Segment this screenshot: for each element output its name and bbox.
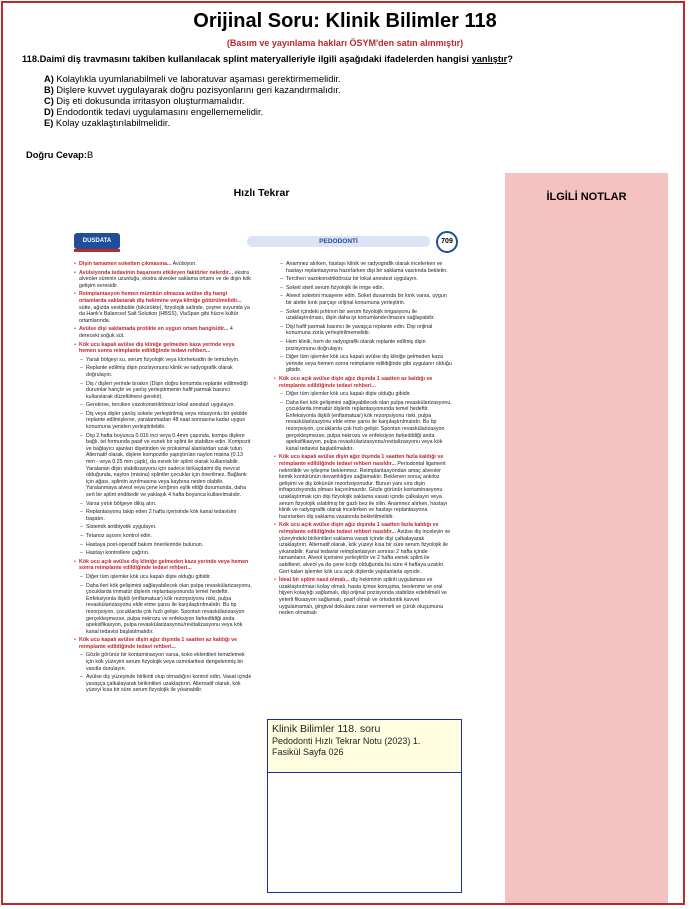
question-stem: Daimî diş travmasını takiben kullanılacak splint materyalleriyle ilgili aşağıdaki ifadelerden hangisi	[39, 54, 472, 64]
option-text: Endodontik tedavi uygulamasını engellememelidir.	[56, 107, 264, 117]
sub-item	[274, 293, 452, 306]
sub-item	[274, 339, 452, 352]
correct-answer-label: Doğru Cevap:	[26, 150, 87, 160]
bullet-heading: İdeal bir splint nasıl olmalı...	[279, 577, 350, 584]
page-number: 709	[436, 231, 458, 253]
sub-item	[74, 509, 252, 522]
bullet-text: diş hekiminin splinti uygulaması ve uzaklaştırılması kolay olmalı, hasta içinse konuşma, beslenme ve oral hijyen kolaylığı sağlamalı, dişi orijinal pozisyonda stabilize edebilmeli ve yeterli fiksasyon sağlamalı, pasif olmalı ve ortodontik kuvvet uygulamamalı, gingival dokulara zarar vermemeli ve çürük oluşumuna neden olmamalı	[279, 577, 447, 617]
bullet-heading: Avülse dişi saklamada protikte en uygun ortam hangisidir...	[79, 326, 229, 333]
bullet-heading: Reimplantasyon hemen mümkün olmazsa avülse diş hangi ortamlarda saklanarak diş hekimine veya kliniğe götürülmelidir...	[79, 291, 242, 304]
option-letter: A)	[44, 74, 54, 84]
bullet-heading: Kök ucu kapalı avülse dişin ağız dışında 1 saatten az kaldığı ve reimplante edildiğinde tedavi rehberi...	[79, 637, 238, 650]
bullet-item	[74, 326, 252, 339]
bullet-text: Soket içindeki pıhtının bir serum fizyolojik irrigasyonu ile uzaklaştırılması, dişin daha iyi konumlandırılmasını sağlayabilir.	[286, 308, 435, 322]
sub-item	[74, 524, 252, 531]
source-box	[267, 719, 462, 773]
question-number: 118.	[22, 54, 40, 64]
bullet-text: Diğer tüm işlemler kök ucu kapalı avülse diş kliniğe gelmeden kaza yerinde veya hemen sonra reimplante edildiğinde gibi uygulanır olduğu gibidir.	[286, 354, 452, 374]
copyright-note: (Basım ve yayınlama hakları ÖSYM'den satın alınmıştır)	[226, 38, 464, 48]
bullet-heading: Kök ucu açık avülse dişin ağız dışında 1 saatten fazla kaldığı ve reimplante edildiğinde tedavi rehberi nasıldır...	[279, 522, 439, 535]
sub-item	[74, 402, 252, 409]
sub-item	[74, 365, 252, 378]
bullet-item	[74, 342, 252, 355]
bullet-text: Diş / dişleri yerinde bırakın (Dişin doğru konumda replante edilmediği durumlar hariçtir ve yanlış yerleştirmenin hafif parmak basıncı kullanılarak düzeltilmesi gerekir).	[86, 380, 248, 400]
option-e	[44, 118, 341, 129]
option-text: Kolaylıkla uyumlanabilmeli ve laboratuvar aşaması gerektirmemelidir.	[56, 74, 341, 84]
sub-item	[274, 285, 452, 292]
bullet-item	[274, 454, 452, 520]
bullet-item	[74, 559, 252, 572]
bullet-text: Periodontal ligament nekrotiktir ve iyileşme beklenmez. Reimplantasyondan amaç alveoler kemik kontürünün devamlılığını sağlamaktır. Beklenen sonuç ankiloz gelişimi ve diş kökünün rezorbsiyonudur. Bunun yanı sıra dişin infrapozisyonda olması kaçınılmazdır. Gözle görünür kontaminasyonu uzaklaştırmak için dişi fizyolojik saklama vasatı içinde çalkalayın veya serum fizyolojik ıslatılmış bir gazlı bez ile silin. Anamnez alırken, hastayı klinik ve radyografik olarak incelerken ve hastayı replantasyona hazırlarken diş saklama vasatında bekletilmelidir.	[279, 461, 448, 520]
sub-item	[274, 309, 452, 322]
question-text	[22, 54, 672, 64]
bullet-text: Replante edilmiş dişin pozisyonunu klinik ve radyografik olarak doğrulayın.	[86, 365, 233, 378]
bullet-text: Diğer tüm işlemler kök ucu kapalı dişte olduğu gibidir.	[86, 573, 211, 580]
sub-item	[74, 583, 252, 636]
bullet-heading: Kök ucu açık avülse dişin ağız dışında 1 saatten az kaldığı ve reimplante edildiğinde tedavi rehberi...	[279, 375, 433, 389]
sub-item	[274, 261, 452, 274]
answer-options	[44, 74, 341, 129]
brand-logo: DUSDATA	[74, 233, 120, 249]
bullet-heading: Avülsiyonda tedavinin başarısını etkileyen faktörler nelerdir...	[79, 269, 234, 276]
bullet-text: Hem klinik, hem de radyografik olarak replante edilmiş dişin pozisyonunu doğrulayın.	[286, 338, 426, 352]
sub-item	[74, 357, 252, 364]
left-column	[74, 261, 252, 696]
page-title: Orijinal Soru: Klinik Bilimler 118	[193, 10, 497, 32]
bullet-text: Hastaya post-operatif bakım önerilerinde bulunun.	[86, 541, 204, 548]
sub-item	[274, 276, 452, 283]
bullet-item	[274, 522, 452, 575]
bullet-text: Sistemik antibiyotik uygulayın.	[86, 524, 157, 531]
bullet-text: Daha ileri kök gelişimini sağlayabilecek olan pulpa revaskülarizasyonu, çocuklarda immatür dişlerin replantasyonunda temel hedeftir. Enfeksiyonla ilişkili (enflamatuar) kök rezorpsiyonu riski, pulpa revaskülarizasyonu elde etme şansı ile karşılaştırılmalıdır. Bu tip rezorpsiyon, çocuklarda çok hızlı gelişir. Spontan revaskülarizasyon gerçekleşmezse, pulpa nekrozu ve enfeksiyon farkedildiği anda apeksifikasyon, pulpa revaskülarizasyonu/revitalizasyonu veya kök kanal tedavisi başlatılmalıdır.	[286, 399, 452, 452]
bullet-text: ekstra alveoler sürenin uzunluğu, ekstra alveoler saklama ortamı ve de dişin kök gelişim evresidir.	[79, 269, 251, 289]
sub-item	[74, 652, 252, 672]
bullet-text: Tetanoz aşısını kontrol edin.	[86, 532, 152, 539]
bullet-text: Diş veya dişler yanlış sokete yerleştirilmiş veya rotasyonlu bir şekilde replante edilmişlerse, yaralanmadan 48 saat sonrasına kadar uygun konumuna yeniden yerleştirilebilir.	[86, 410, 248, 431]
bullet-text: Dişi 2 hafta boyunca 0.016 inci veya 0.4mm çapında, kompu dişlere bağlı, tel formunda pasif ve esnek bir splint ile stabilize edin. Kompozit ve bağlayıcı ajanları dişetinden ve proksimal alanlardan uzak tutun. Alternatif olarak, dişlere kompozitle yapıştırılan naylon misina (0.13 mm - veya 0.25 mm çaplı), da esnek bir splint olarak kullanılabilir. Yaralanan dişin stabilizasyonu için sadece birkaçdaimi diş mevcut olduğunda, naylon (misina) splintler çocuklar için önerilmez. Bağlantı için ağası, splintin ayrılmasına veya kaybına neden olabilir. Yaralanmaya alveol veya çene kırığının eşlik ettiği durumunda, daha sert bir splint endikedir ve yaklaşık 4 hafta boyunca kullanılmalıdır.	[86, 432, 251, 498]
option-b	[44, 85, 341, 96]
bullet-item	[274, 376, 452, 389]
source-line-3: Fasikül Sayfa 026	[272, 747, 344, 757]
sub-item	[274, 324, 452, 337]
sub-item	[74, 550, 252, 557]
option-letter: C)	[44, 96, 54, 106]
bullet-item	[74, 261, 252, 268]
option-letter: E)	[44, 118, 54, 128]
bullet-text: Avülse diş inceleyin ve yüzeyindeki birikintileri saklama vasatı içinde dişi çalkalayarak uzaklaştırın. Alternatif olarak, kök yüzeyi kısa bir süre serum fizyolojik ile yıkanabilir. Kanal tedavisi reimplantasyon sonrası 2 hafta içinde tamamlanır. Alveol içerisine yerleştirilir ve 2 hafta esnek splint ile sabitlenir, alveol ya da çene kırığı olduğunda bu süre 4 haftaya uzatılır. Geri kalan işlemler kök ucu açık dişlerde yapılanlarla aynıdır.	[279, 528, 451, 575]
bullet-text: Diğer tüm işlemler kök ucu kapalı dişte olduğu gibidir.	[286, 391, 411, 398]
bullet-text: sütte, ağızda vestibülde (tükürükte), fizyolojik salinde, çeşme suyunda ya da Hank's Balanced Salt Solution (HBSS), ViaSpan gibi hücre kültür ortamlarında.	[79, 304, 250, 324]
option-letter: D)	[44, 107, 54, 117]
source-line-1: Klinik Bilimler 118. soru	[272, 723, 381, 735]
bullet-text: Dişi hafif parmak basıncı ile yavaşça replante edin. Dişi orijinal konumuna zorla yerleştirilmemelidir.	[286, 323, 433, 337]
source-frame	[267, 773, 462, 893]
bullet-heading: Kök ucu kapalı avülse dişin ağız dışında 1 saatten fazla kaldığı ve reimplante edildiğinde tedavi rehberi nasıldır...	[279, 454, 444, 468]
bullet-item	[74, 270, 252, 290]
correct-answer-value: B	[86, 150, 94, 160]
sub-item	[74, 381, 252, 401]
option-d	[44, 107, 341, 118]
bullet-text: 4 dereceki soğuk süt.	[79, 326, 233, 339]
bullet-text: Avülse diş yüzeyinde birikinti olup olmadığını kontrol edin. Vasat içinde yavaşça çalkalayarak birikintileri uzaklaştırın. Alternatif olarak, kök yüzeyi kısa bir süre serum fizyolojik ile yıkanabilir.	[86, 674, 252, 694]
sub-item	[74, 574, 252, 581]
source-line-2: Pedodonti Hızlı Tekrar Notu (2023) 1.	[272, 736, 421, 746]
bullet-text: Gözle görünür bir kontaminasyon varsa, koko eklentileri temizlemek için kök yüzeyini serum fizyolojik veya ozmolaritesi dengelenmiş bir vasıtla durulayın.	[86, 652, 245, 672]
option-text: Diş eti dokusunda irritasyon oluşturmamalıdır.	[56, 96, 245, 106]
sub-item	[274, 354, 452, 374]
correct-answer	[26, 150, 93, 160]
bullet-text: Tercihen vazokonstriktörsüz bir lokal anestezi uygulayın.	[286, 276, 418, 283]
sub-item	[74, 501, 252, 508]
sub-item	[74, 533, 252, 540]
question-keyword: yanlıştır	[471, 54, 508, 64]
bullet-text: Alveol soketini muayene edin. Soket duvarında bir kırık varsa, uygun bir alette kırık parçayı orijinal konumuna yerleştirin.	[286, 293, 447, 306]
related-notes-panel	[505, 173, 668, 903]
bullet-text: Yaralı bölgeyi su, serum fizyolojik veya klorheksidin ile temizleyin.	[86, 356, 240, 363]
related-notes-title: İLGİLİ NOTLAR	[546, 191, 627, 203]
sub-item	[74, 674, 252, 694]
bullet-item	[74, 291, 252, 324]
bullet-text: Replantasyonu takip eden 2 hafta içerisinde kök kanal tedavisini başatın.	[86, 509, 237, 522]
bullet-text: Hastayı kontrollere çağırın.	[86, 550, 150, 557]
option-text: Dişlere kuvvet uygulayarak doğru pozisyonlarını geri kazandırmalıdır.	[56, 85, 341, 95]
option-c	[44, 96, 341, 107]
bullet-text: Anamnez alırken, hastayı klinik ve radyografik olarak incelerken ve hastayı replantasyona hazırlarken dişi bir saklama vasıtında bekletin.	[286, 261, 448, 274]
sub-item	[74, 411, 252, 431]
option-letter: B)	[44, 85, 54, 95]
bullet-heading: Kök ucu açık avülse diş kliniğe gelmeden kaza yerinde veya hemen sonra reimplante edildiğinde tedavi rehberi...	[79, 558, 249, 572]
bullet-item	[74, 637, 252, 650]
bullet-text: Soketi steril serum fizyolojik ile irrige edin.	[286, 284, 385, 291]
bullet-text: Avülsiyon.	[171, 261, 197, 267]
sub-item	[74, 433, 252, 499]
bullet-item	[274, 577, 452, 617]
bullet-heading: Kök ucu kapalı avülse diş kliniğe gelmeden kaza yerinde veya hemen sonra reimplante edildiğinde tedavi rehberi...	[79, 341, 235, 355]
section-title: PEDODONTİ	[247, 236, 430, 247]
bullet-text: Gerekirse, terciken vazokonstriktörsüz lokal anestezi uygulayın.	[86, 402, 235, 409]
question-mark: ?	[507, 54, 513, 64]
sub-item	[274, 391, 452, 398]
sub-item	[74, 542, 252, 549]
quick-review-title: Hızlı Tekrar	[233, 187, 290, 199]
right-column	[274, 261, 452, 619]
sub-item	[274, 400, 452, 453]
bullet-heading: Dişin tamamen soketten çıkmasına...	[79, 261, 172, 267]
brand-underline	[74, 249, 120, 252]
bullet-text: Daha ileri kök gelişimini sağlayabilecek olan pulpa revaskülarizasyonu, çocuklarda immatür dişlerin replantasyonunda temel hedeftir. Enfeksiyonla ilişkili (enflamatuar) kök rezorpsiyonu riski, pulpa revaskülarizasyonu elde etme şansı ile karşılaştırılmalıdır. Bu tip rezorpsiyon, çocuklarda çok hızlı gelişir. Spontan revaskülarizasyon gerçekleşmezse, pulpa nekrozu ve enfeksiyon farkedildiği anda apeksifikasyon, pulpa revaskülarizasyonu/revitalizasyonu veya kök kanal tedavisi başlatılmalıdır.	[86, 582, 252, 635]
option-text: Kolay uzaklaştırılabilmelidir.	[55, 118, 171, 128]
option-a	[44, 74, 341, 85]
book-header	[62, 231, 460, 253]
bullet-text: Varsa yırtık bölgeye dikiş atın.	[86, 500, 157, 507]
